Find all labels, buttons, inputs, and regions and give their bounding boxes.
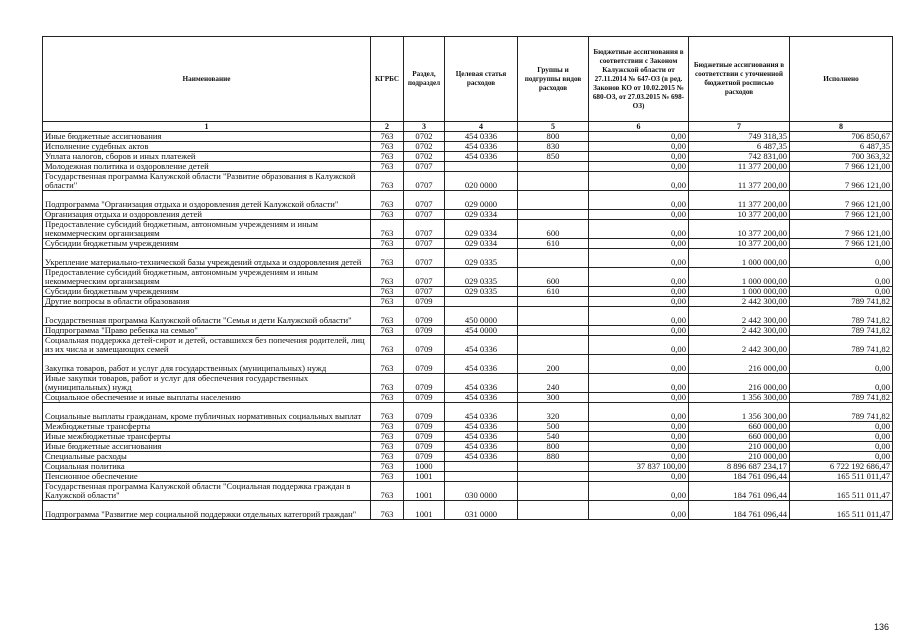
row-kgrbs-cell: 763 <box>371 501 404 520</box>
row-group-cell: 320 <box>518 403 589 422</box>
row-group-cell: 610 <box>518 287 589 297</box>
row-kgrbs-cell: 763 <box>371 374 404 393</box>
table-row <box>43 268 893 287</box>
table-row <box>43 482 893 501</box>
row-plan-cell: 6 487,35 <box>689 142 790 152</box>
row-section-cell: 0709 <box>404 393 445 403</box>
table-row <box>43 501 893 520</box>
row-section-cell: 0702 <box>404 132 445 142</box>
table-row <box>43 336 893 355</box>
row-law-cell: 0,00 <box>589 307 689 326</box>
row-kgrbs-cell: 763 <box>371 249 404 268</box>
row-executed-cell: 706 850,67 <box>790 132 893 142</box>
table-row <box>43 297 893 307</box>
row-section-cell: 0709 <box>404 432 445 442</box>
row-kgrbs-cell: 763 <box>371 191 404 210</box>
row-executed-cell: 165 511 011,47 <box>790 482 893 501</box>
header-group: Группы и подгруппы видов расходов <box>518 37 589 122</box>
table-row <box>43 132 893 142</box>
row-plan-cell: 2 442 300,00 <box>689 336 790 355</box>
budget-report-sheet <box>42 36 892 520</box>
column-number: 1 <box>43 122 371 132</box>
row-name-cell: Государственная программа Калужской области "Семья и дети Калужской области" <box>43 307 371 326</box>
row-target-cell: 454 0336 <box>445 142 518 152</box>
row-target-cell: 029 0335 <box>445 287 518 297</box>
row-group-cell <box>518 326 589 336</box>
row-law-cell: 0,00 <box>589 482 689 501</box>
row-kgrbs-cell: 763 <box>371 220 404 239</box>
row-kgrbs-cell: 763 <box>371 482 404 501</box>
row-section-cell: 0707 <box>404 268 445 287</box>
table-row <box>43 210 893 220</box>
row-executed-cell: 0,00 <box>790 249 893 268</box>
row-law-cell: 0,00 <box>589 172 689 191</box>
row-name-cell: Пенсионное обеспечение <box>43 472 371 482</box>
row-target-cell: 030 0000 <box>445 482 518 501</box>
row-plan-cell: 660 000,00 <box>689 422 790 432</box>
row-section-cell: 0709 <box>404 452 445 462</box>
row-plan-cell: 184 761 096,44 <box>689 472 790 482</box>
table-row <box>43 472 893 482</box>
row-plan-cell: 216 000,00 <box>689 355 790 374</box>
row-group-cell: 500 <box>518 422 589 432</box>
row-plan-cell: 2 442 300,00 <box>689 297 790 307</box>
row-plan-cell: 10 377 200,00 <box>689 210 790 220</box>
row-plan-cell: 742 831,00 <box>689 152 790 162</box>
row-target-cell: 031 0000 <box>445 501 518 520</box>
row-target-cell <box>445 162 518 172</box>
row-kgrbs-cell: 763 <box>371 432 404 442</box>
row-target-cell: 454 0336 <box>445 403 518 422</box>
row-group-cell: 600 <box>518 268 589 287</box>
row-target-cell: 029 0334 <box>445 220 518 239</box>
table-row <box>43 142 893 152</box>
row-law-cell: 0,00 <box>589 210 689 220</box>
row-law-cell: 0,00 <box>589 355 689 374</box>
row-section-cell: 0707 <box>404 162 445 172</box>
header-row <box>43 37 893 122</box>
row-section-cell: 0707 <box>404 191 445 210</box>
table-row <box>43 239 893 249</box>
row-section-cell: 0709 <box>404 307 445 326</box>
row-target-cell: 454 0336 <box>445 442 518 452</box>
row-executed-cell: 0,00 <box>790 374 893 393</box>
row-group-cell: 880 <box>518 452 589 462</box>
row-plan-cell: 11 377 200,00 <box>689 172 790 191</box>
row-group-cell: 540 <box>518 432 589 442</box>
row-law-cell: 0,00 <box>589 432 689 442</box>
row-plan-cell: 749 318,35 <box>689 132 790 142</box>
row-executed-cell: 6 722 192 686,47 <box>790 462 893 472</box>
row-target-cell: 454 0336 <box>445 374 518 393</box>
row-section-cell: 1001 <box>404 501 445 520</box>
row-plan-cell: 184 761 096,44 <box>689 482 790 501</box>
row-plan-cell: 8 896 687 234,17 <box>689 462 790 472</box>
row-law-cell: 0,00 <box>589 142 689 152</box>
row-kgrbs-cell: 763 <box>371 287 404 297</box>
table-row <box>43 393 893 403</box>
row-law-cell: 0,00 <box>589 422 689 432</box>
row-section-cell: 0709 <box>404 374 445 393</box>
row-target-cell: 454 0000 <box>445 326 518 336</box>
row-law-cell: 0,00 <box>589 162 689 172</box>
row-executed-cell: 7 966 121,00 <box>790 191 893 210</box>
row-plan-cell: 10 377 200,00 <box>689 239 790 249</box>
column-number: 2 <box>371 122 404 132</box>
row-name-cell: Предоставление субсидий бюджетным, автономным учреждениям и иным некоммерческим организациям <box>43 220 371 239</box>
row-group-cell: 800 <box>518 442 589 452</box>
row-law-cell: 0,00 <box>589 287 689 297</box>
row-name-cell: Государственная программа Калужской области "Развитие образования в Калужской области" <box>43 172 371 191</box>
row-section-cell: 0702 <box>404 142 445 152</box>
row-executed-cell: 7 966 121,00 <box>790 172 893 191</box>
row-target-cell: 454 0336 <box>445 452 518 462</box>
row-section-cell: 0709 <box>404 422 445 432</box>
row-plan-cell: 660 000,00 <box>689 432 790 442</box>
row-section-cell: 1001 <box>404 482 445 501</box>
row-law-cell: 0,00 <box>589 239 689 249</box>
table-row <box>43 220 893 239</box>
row-kgrbs-cell: 763 <box>371 452 404 462</box>
row-target-cell: 454 0336 <box>445 432 518 442</box>
row-executed-cell: 6 487,35 <box>790 142 893 152</box>
row-executed-cell: 0,00 <box>790 452 893 462</box>
row-name-cell: Уплата налогов, сборов и иных платежей <box>43 152 371 162</box>
row-section-cell: 0709 <box>404 442 445 452</box>
row-group-cell <box>518 249 589 268</box>
row-section-cell: 0707 <box>404 287 445 297</box>
header-section: Раздел, подраздел <box>404 37 445 122</box>
row-target-cell: 450 0000 <box>445 307 518 326</box>
row-executed-cell: 165 511 011,47 <box>790 472 893 482</box>
row-target-cell: 454 0336 <box>445 132 518 142</box>
row-kgrbs-cell: 763 <box>371 132 404 142</box>
table-row <box>43 307 893 326</box>
column-number: 5 <box>518 122 589 132</box>
header-executed: Исполнено <box>790 37 893 122</box>
column-number: 4 <box>445 122 518 132</box>
row-executed-cell: 7 966 121,00 <box>790 220 893 239</box>
row-section-cell: 0709 <box>404 326 445 336</box>
row-group-cell <box>518 210 589 220</box>
row-target-cell <box>445 462 518 472</box>
row-group-cell <box>518 172 589 191</box>
row-group-cell <box>518 191 589 210</box>
row-law-cell: 0,00 <box>589 326 689 336</box>
row-name-cell: Закупка товаров, работ и услуг для государственных (муниципальных) нужд <box>43 355 371 374</box>
row-group-cell: 600 <box>518 220 589 239</box>
table-row <box>43 191 893 210</box>
row-name-cell: Укрепление материально-технической базы учреждений отдыха и оздоровления детей <box>43 249 371 268</box>
row-kgrbs-cell: 763 <box>371 239 404 249</box>
page-number: 136 <box>873 622 889 632</box>
row-executed-cell: 789 741,82 <box>790 393 893 403</box>
row-section-cell: 0707 <box>404 172 445 191</box>
row-name-cell: Иные закупки товаров, работ и услуг для обеспечения государственных (муниципальных) нужд <box>43 374 371 393</box>
table-row <box>43 287 893 297</box>
table-row <box>43 152 893 162</box>
header-target: Целевая статья расходов <box>445 37 518 122</box>
row-executed-cell: 0,00 <box>790 355 893 374</box>
row-target-cell <box>445 297 518 307</box>
row-group-cell <box>518 501 589 520</box>
row-executed-cell: 0,00 <box>790 287 893 297</box>
row-law-cell: 0,00 <box>589 268 689 287</box>
row-name-cell: Организация отдыха и оздоровления детей <box>43 210 371 220</box>
row-section-cell: 0709 <box>404 403 445 422</box>
table-body <box>43 132 893 520</box>
row-name-cell: Подпрограмма "Организация отдыха и оздоровления детей Калужской области" <box>43 191 371 210</box>
row-law-cell: 0,00 <box>589 152 689 162</box>
row-law-cell: 0,00 <box>589 501 689 520</box>
row-law-cell: 0,00 <box>589 132 689 142</box>
row-name-cell: Молодежная политика и оздоровление детей <box>43 162 371 172</box>
row-group-cell <box>518 162 589 172</box>
row-target-cell: 029 0334 <box>445 210 518 220</box>
row-kgrbs-cell: 763 <box>371 462 404 472</box>
column-number: 7 <box>689 122 790 132</box>
row-name-cell: Государственная программа Калужской области "Социальная поддержка граждан в Калужской области" <box>43 482 371 501</box>
row-kgrbs-cell: 763 <box>371 307 404 326</box>
table-row <box>43 422 893 432</box>
row-target-cell: 454 0336 <box>445 152 518 162</box>
row-kgrbs-cell: 763 <box>371 393 404 403</box>
header-law: Бюджетные ассигнования в соответствии с Законом Калужской области от 27.11.2014 № 647-ОЗ (в ред. Законов КО от 10.02.2015 № 680-ОЗ, от 27.03.2015 № 698-ОЗ) <box>589 37 689 122</box>
row-plan-cell: 11 377 200,00 <box>689 191 790 210</box>
row-law-cell: 0,00 <box>589 472 689 482</box>
column-number: 6 <box>589 122 689 132</box>
row-target-cell: 020 0000 <box>445 172 518 191</box>
row-executed-cell: 7 966 121,00 <box>790 162 893 172</box>
row-law-cell: 0,00 <box>589 403 689 422</box>
row-section-cell: 0702 <box>404 152 445 162</box>
row-plan-cell: 1 000 000,00 <box>689 287 790 297</box>
table-row <box>43 355 893 374</box>
row-name-cell: Субсидии бюджетным учреждениям <box>43 287 371 297</box>
table-row <box>43 432 893 442</box>
row-executed-cell: 700 363,32 <box>790 152 893 162</box>
row-name-cell: Предоставление субсидий бюджетным, автономным учреждениям и иным некоммерческим организациям <box>43 268 371 287</box>
row-kgrbs-cell: 763 <box>371 355 404 374</box>
table-row <box>43 162 893 172</box>
row-group-cell <box>518 336 589 355</box>
row-target-cell: 454 0336 <box>445 336 518 355</box>
row-target-cell: 029 0334 <box>445 239 518 249</box>
row-executed-cell: 789 741,82 <box>790 307 893 326</box>
row-section-cell: 0707 <box>404 239 445 249</box>
row-section-cell: 1000 <box>404 462 445 472</box>
table-row <box>43 403 893 422</box>
table-row <box>43 249 893 268</box>
row-executed-cell: 789 741,82 <box>790 326 893 336</box>
row-executed-cell: 789 741,82 <box>790 403 893 422</box>
row-section-cell: 0709 <box>404 355 445 374</box>
row-plan-cell: 10 377 200,00 <box>689 220 790 239</box>
row-kgrbs-cell: 763 <box>371 336 404 355</box>
row-group-cell <box>518 462 589 472</box>
row-plan-cell: 2 442 300,00 <box>689 307 790 326</box>
row-kgrbs-cell: 763 <box>371 442 404 452</box>
row-plan-cell: 11 377 200,00 <box>689 162 790 172</box>
row-plan-cell: 184 761 096,44 <box>689 501 790 520</box>
row-name-cell: Иные бюджетные ассигнования <box>43 442 371 452</box>
row-target-cell: 029 0335 <box>445 268 518 287</box>
row-group-cell: 610 <box>518 239 589 249</box>
row-law-cell: 0,00 <box>589 220 689 239</box>
row-section-cell: 1001 <box>404 472 445 482</box>
row-group-cell: 800 <box>518 132 589 142</box>
row-law-cell: 0,00 <box>589 191 689 210</box>
row-kgrbs-cell: 763 <box>371 422 404 432</box>
column-number: 3 <box>404 122 445 132</box>
row-plan-cell: 216 000,00 <box>689 374 790 393</box>
row-group-cell <box>518 307 589 326</box>
row-target-cell: 029 0000 <box>445 191 518 210</box>
row-law-cell: 0,00 <box>589 442 689 452</box>
row-section-cell: 0707 <box>404 210 445 220</box>
table-row <box>43 172 893 191</box>
row-target-cell <box>445 472 518 482</box>
row-law-cell: 0,00 <box>589 249 689 268</box>
row-section-cell: 0709 <box>404 336 445 355</box>
row-kgrbs-cell: 763 <box>371 326 404 336</box>
table-row <box>43 374 893 393</box>
row-name-cell: Подпрограмма "Право ребенка на семью" <box>43 326 371 336</box>
row-target-cell: 029 0335 <box>445 249 518 268</box>
row-name-cell: Иные бюджетные ассигнования <box>43 132 371 142</box>
row-name-cell: Специальные расходы <box>43 452 371 462</box>
row-law-cell: 0,00 <box>589 452 689 462</box>
row-executed-cell: 789 741,82 <box>790 336 893 355</box>
row-target-cell: 454 0336 <box>445 393 518 403</box>
table-row <box>43 442 893 452</box>
row-kgrbs-cell: 763 <box>371 210 404 220</box>
row-plan-cell: 210 000,00 <box>689 442 790 452</box>
row-plan-cell: 1 356 300,00 <box>689 393 790 403</box>
row-executed-cell: 0,00 <box>790 422 893 432</box>
row-law-cell: 0,00 <box>589 336 689 355</box>
row-name-cell: Другие вопросы в области образования <box>43 297 371 307</box>
header-refined: Бюджетные ассигнования в соответствии с уточненной бюджетной росписью расходов <box>689 37 790 122</box>
header-kgrbs: КГРБС <box>371 37 404 122</box>
row-kgrbs-cell: 763 <box>371 162 404 172</box>
row-kgrbs-cell: 763 <box>371 472 404 482</box>
row-section-cell: 0707 <box>404 220 445 239</box>
row-law-cell: 0,00 <box>589 393 689 403</box>
row-executed-cell: 0,00 <box>790 442 893 452</box>
row-group-cell: 240 <box>518 374 589 393</box>
row-executed-cell: 7 966 121,00 <box>790 210 893 220</box>
row-kgrbs-cell: 763 <box>371 297 404 307</box>
row-plan-cell: 1 356 300,00 <box>689 403 790 422</box>
row-section-cell: 0707 <box>404 249 445 268</box>
row-name-cell: Подпрограмма "Развитие мер социальной поддержки отдельных категорий граждан" <box>43 501 371 520</box>
row-group-cell: 830 <box>518 142 589 152</box>
row-group-cell <box>518 297 589 307</box>
row-plan-cell: 1 000 000,00 <box>689 268 790 287</box>
row-name-cell: Социальная политика <box>43 462 371 472</box>
row-section-cell: 0709 <box>404 297 445 307</box>
row-group-cell <box>518 472 589 482</box>
row-plan-cell: 210 000,00 <box>689 452 790 462</box>
row-law-cell: 0,00 <box>589 297 689 307</box>
row-executed-cell: 165 511 011,47 <box>790 501 893 520</box>
row-group-cell: 300 <box>518 393 589 403</box>
column-number: 8 <box>790 122 893 132</box>
row-kgrbs-cell: 763 <box>371 403 404 422</box>
row-plan-cell: 1 000 000,00 <box>689 249 790 268</box>
column-number-row <box>43 122 893 132</box>
row-executed-cell: 0,00 <box>790 268 893 287</box>
row-name-cell: Исполнение судебных актов <box>43 142 371 152</box>
row-target-cell: 454 0336 <box>445 422 518 432</box>
table-row <box>43 326 893 336</box>
table-row <box>43 452 893 462</box>
row-law-cell: 37 837 100,00 <box>589 462 689 472</box>
budget-table <box>42 36 893 520</box>
row-name-cell: Социальное обеспечение и иные выплаты населению <box>43 393 371 403</box>
row-target-cell: 454 0336 <box>445 355 518 374</box>
row-name-cell: Межбюджетные трансферты <box>43 422 371 432</box>
header-name: Наименование <box>43 37 371 122</box>
row-plan-cell: 2 442 300,00 <box>689 326 790 336</box>
row-name-cell: Социальные выплаты гражданам, кроме публичных нормативных социальных выплат <box>43 403 371 422</box>
row-group-cell <box>518 482 589 501</box>
row-name-cell: Субсидии бюджетным учреждениям <box>43 239 371 249</box>
row-group-cell: 850 <box>518 152 589 162</box>
row-kgrbs-cell: 763 <box>371 152 404 162</box>
row-name-cell: Иные межбюджетные трансферты <box>43 432 371 442</box>
row-executed-cell: 789 741,82 <box>790 297 893 307</box>
row-group-cell: 200 <box>518 355 589 374</box>
row-executed-cell: 0,00 <box>790 432 893 442</box>
row-kgrbs-cell: 763 <box>371 142 404 152</box>
row-name-cell: Социальная поддержка детей-сирот и детей, оставшихся без попечения родителей, лиц из их числа и замещающих семей <box>43 336 371 355</box>
row-kgrbs-cell: 763 <box>371 268 404 287</box>
table-row <box>43 462 893 472</box>
row-kgrbs-cell: 763 <box>371 172 404 191</box>
row-executed-cell: 7 966 121,00 <box>790 239 893 249</box>
row-law-cell: 0,00 <box>589 374 689 393</box>
